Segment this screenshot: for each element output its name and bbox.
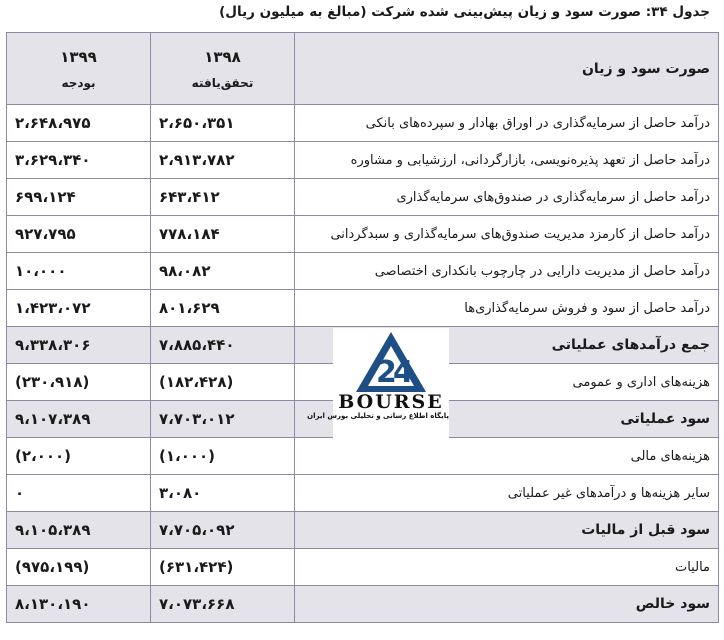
table-row [7, 179, 719, 216]
bourse-watermark-logo [307, 328, 449, 438]
row-label: درآمد حاصل از سرمایه‌گذاری در صندوق‌های سرمایه‌گذاری [295, 179, 719, 216]
row-label: سود قبل از مالیات [295, 512, 719, 549]
row-value-1398: ۲،۹۱۳،۷۸۲ [151, 142, 295, 179]
table-total-row [7, 586, 719, 623]
row-value-1398: ۸۰۱،۶۲۹ [151, 290, 295, 327]
row-value-1399: (۹۷۵،۱۹۹) [7, 549, 151, 586]
row-label: هزینه‌های مالی [295, 438, 719, 475]
row-value-1398: ۳،۰۸۰ [151, 475, 295, 512]
row-value-1399: ۹،۱۰۵،۳۸۹ [7, 512, 151, 549]
table-caption: جدول ۳۴: صورت سود و زیان پیش‌بینی شده شرکت (مبالغ به میلیون ریال) [219, 4, 710, 20]
header-year-1399: ۱۳۹۹ [60, 47, 97, 66]
row-value-1399: ۹،۱۰۷،۳۸۹ [7, 401, 151, 438]
row-value-1399: ۹۲۷،۷۹۵ [7, 216, 151, 253]
row-label: سود خالص [295, 586, 719, 623]
row-value-1398: ۷،۰۷۳،۶۶۸ [151, 586, 295, 623]
svg-text:2: 2 [376, 355, 397, 390]
svg-text:4: 4 [393, 355, 414, 390]
row-value-1399: ۹،۳۳۸،۳۰۶ [7, 327, 151, 364]
row-label: درآمد حاصل از تعهد پذیره‌نویسی، بازارگردانی، ارزشیابی و مشاوره [295, 142, 719, 179]
row-value-1398: ۲،۶۵۰،۳۵۱ [151, 105, 295, 142]
table-row [7, 438, 719, 475]
table-row [7, 142, 719, 179]
logo-word: BOURSE [338, 391, 444, 413]
row-value-1398: ۷۷۸،۱۸۴ [151, 216, 295, 253]
row-label: درآمد حاصل از کارمزد مدیریت صندوق‌های سرمایه‌گذاری و سبدگردانی [295, 216, 719, 253]
row-label: درآمد حاصل از سود و فروش سرمایه‌گذاری‌ها [295, 290, 719, 327]
row-label: درآمد حاصل از سرمایه‌گذاری در اوراق بهادار و سپرده‌های بانکی [295, 105, 719, 142]
row-label: سایر هزینه‌ها و درآمدهای غیر عملیاتی [295, 475, 719, 512]
bourse-24-icon [354, 330, 428, 394]
row-value-1399: ۱۰،۰۰۰ [7, 253, 151, 290]
row-value-1399: ۳،۶۲۹،۳۴۰ [7, 142, 151, 179]
logo-tagline: پایگاه اطلاع رسانی و تحلیلی بورس ایران [307, 412, 449, 420]
row-value-1398: ۷،۷۰۳،۰۱۲ [151, 401, 295, 438]
row-value-1399: ۰ [7, 475, 151, 512]
table-row [7, 216, 719, 253]
row-label: سود عملیاتی [295, 401, 719, 438]
table-row [7, 105, 719, 142]
table-row [7, 253, 719, 290]
header-col-1398 [151, 33, 295, 105]
header-col-1399 [7, 33, 151, 105]
row-label: هزینه‌های اداری و عمومی [295, 364, 719, 401]
row-value-1398: (۶۳۱،۴۲۴) [151, 549, 295, 586]
row-value-1398: ۷،۷۰۵،۰۹۲ [151, 512, 295, 549]
row-value-1398: ۷،۸۸۵،۴۴۰ [151, 327, 295, 364]
row-value-1398: ۹۸،۰۸۲ [151, 253, 295, 290]
row-value-1398: (۱،۰۰۰) [151, 438, 295, 475]
row-label: جمع درآمدهای عملیاتی [295, 327, 719, 364]
row-value-1399: ۲،۶۴۸،۹۷۵ [7, 105, 151, 142]
table-total-row [7, 512, 719, 549]
table-row [7, 549, 719, 586]
table-row [7, 475, 719, 512]
row-label: درآمد حاصل از مدیریت دارایی در چارچوب بانکداری اختصاصی [295, 253, 719, 290]
header-label: صورت سود و زیان [295, 33, 719, 105]
header-sub-1398: تحقق‌یافته [191, 75, 254, 90]
header-year-1398: ۱۳۹۸ [204, 47, 241, 66]
row-value-1399: ۶۹۹،۱۲۴ [7, 179, 151, 216]
header-sub-1399: بودجه [61, 75, 96, 90]
row-value-1398: ۶۴۳،۴۱۲ [151, 179, 295, 216]
row-value-1399: ۱،۴۲۳،۰۷۲ [7, 290, 151, 327]
row-value-1398: (۱۸۲،۴۲۸) [151, 364, 295, 401]
row-value-1399: (۲۳۰،۹۱۸) [7, 364, 151, 401]
table-row [7, 290, 719, 327]
table-header-row [7, 33, 719, 105]
row-value-1399: ۸،۱۳۰،۱۹۰ [7, 586, 151, 623]
row-value-1399: (۲،۰۰۰) [7, 438, 151, 475]
row-label: مالیات [295, 549, 719, 586]
